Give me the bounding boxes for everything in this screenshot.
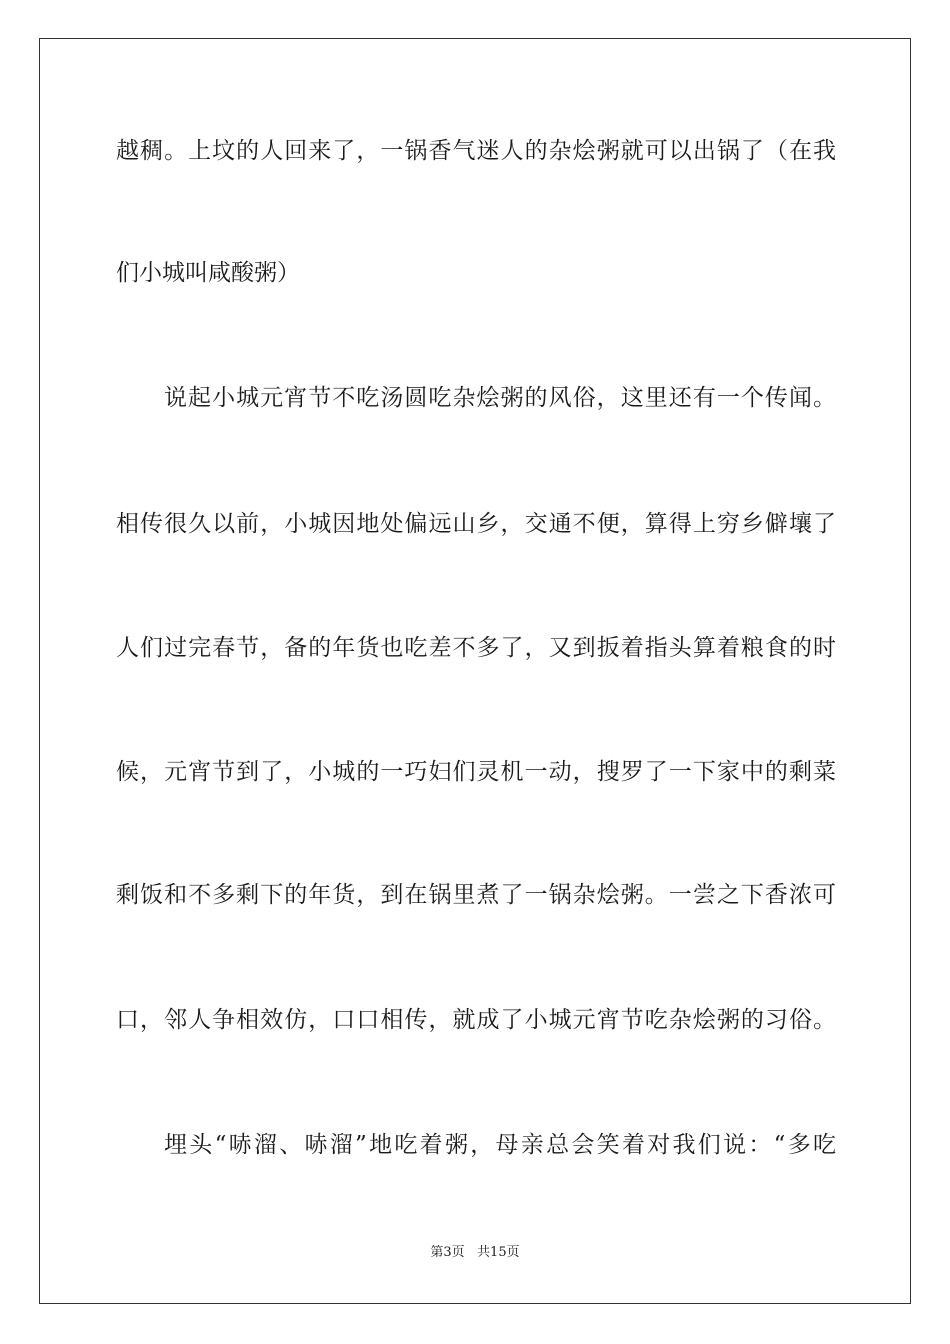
text-line-5: 人们过完春节，备的年货也吃差不多了，又到扳着指头算着粮食的时	[116, 635, 836, 661]
page-number-footer: 第3页 共15页	[430, 1245, 520, 1260]
text-line-3: 说起小城元宵节不吃汤圆吃杂烩粥的风俗，这里还有一个传闻。	[164, 385, 836, 411]
text-line-6: 候，元宵节到了，小城的一巧妇们灵机一动，搜罗了一下家中的剩菜	[116, 759, 836, 785]
text-line-7: 剩饭和不多剩下的年货，到在锅里煮了一锅杂烩粥。一尝之下香浓可	[116, 882, 836, 908]
text-line-4: 相传很久以前，小城因地处偏远山乡，交通不便，算得上穷乡僻壤了	[116, 511, 836, 537]
text-line-9: 埋头“哧溜、哧溜”地吃着粥，母亲总会笑着对我们说：“多吃	[164, 1132, 836, 1158]
text-line-8: 口，邻人争相效仿，口口相传，就成了小城元宵节吃杂烩粥的习俗。	[116, 1007, 836, 1033]
text-line-1: 越稠。上坟的人回来了，一锅香气迷人的杂烩粥就可以出锅了（在我	[116, 138, 836, 164]
text-line-2: 们小城叫咸酸粥）	[116, 260, 300, 286]
page-border	[39, 38, 911, 1304]
